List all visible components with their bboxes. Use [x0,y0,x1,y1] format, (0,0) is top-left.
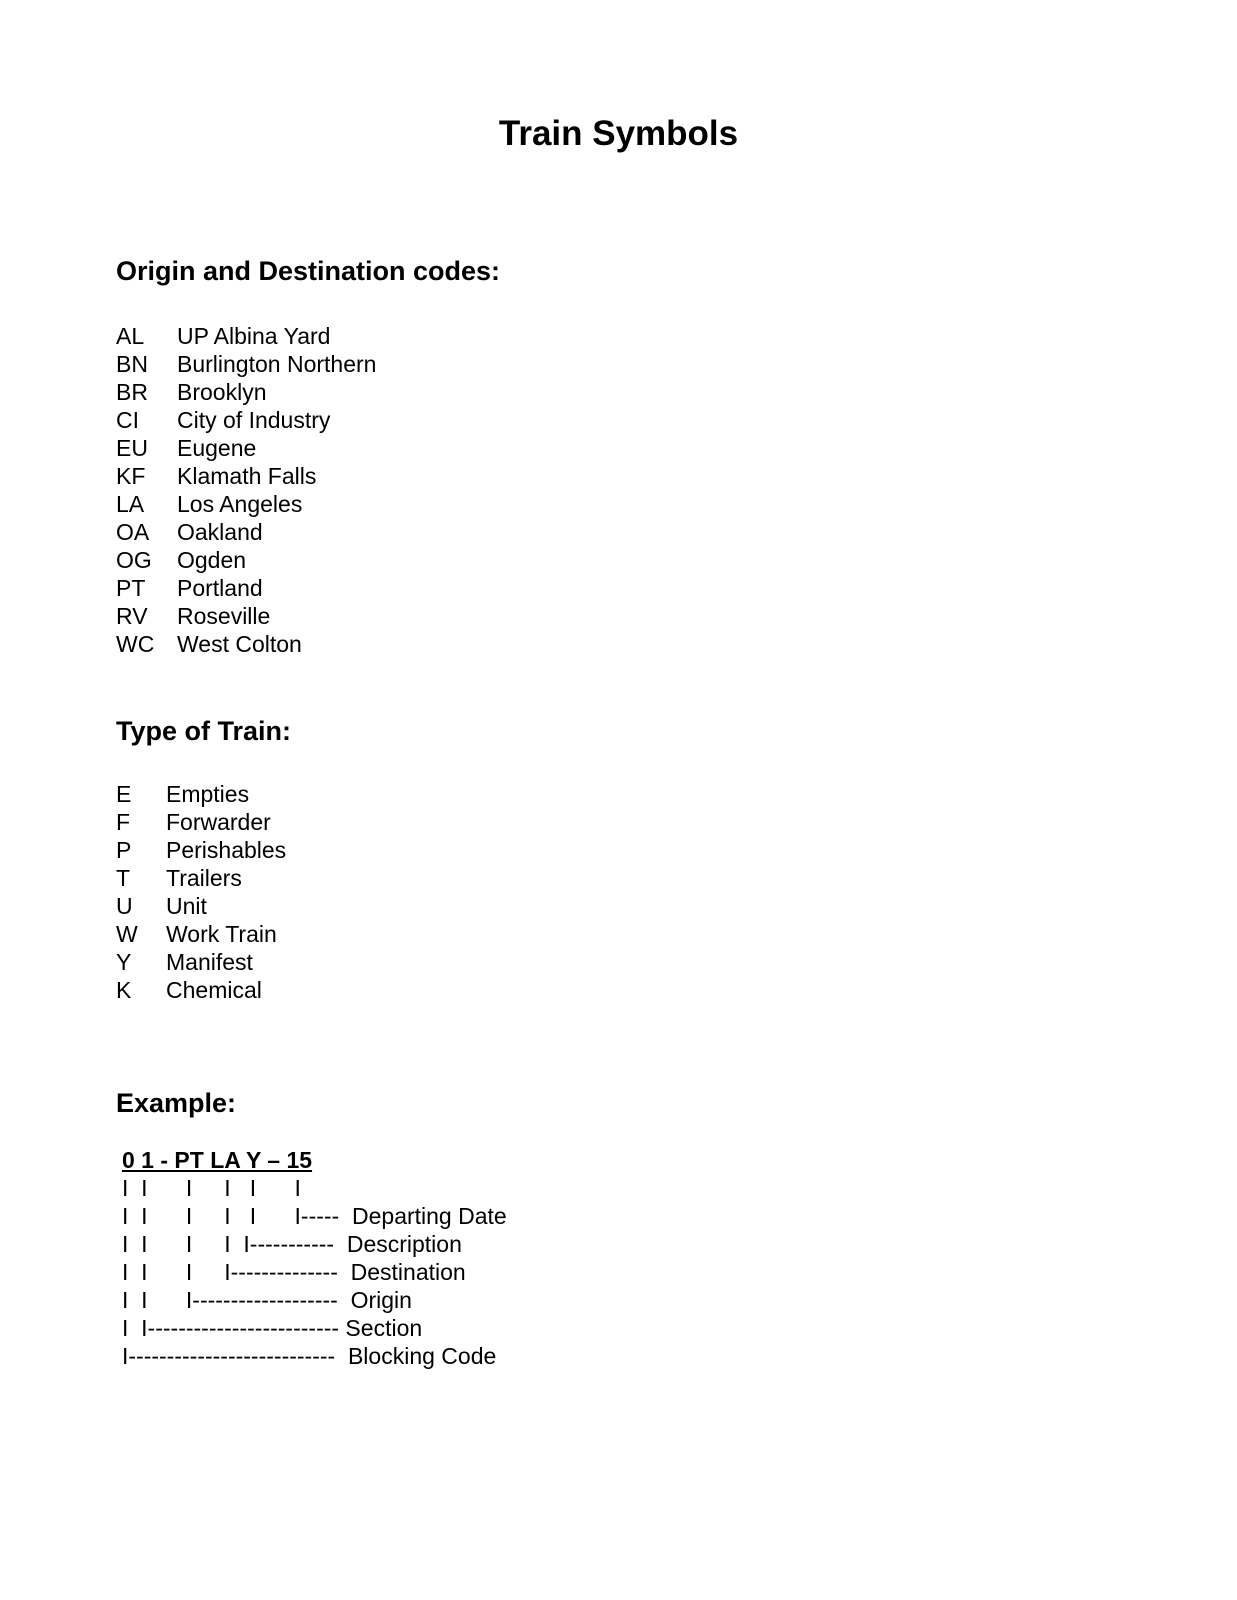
description: Manifest [166,949,253,975]
code: E [116,781,132,807]
example-line: I I I I I I [122,1175,301,1201]
code: W [116,921,138,947]
list-item [116,976,286,1004]
code: U [116,893,133,919]
description: Ogden [177,547,247,573]
code: KF [116,463,146,489]
example-heading: Example: [116,1088,237,1118]
list-item [116,836,286,864]
list-item [116,322,376,350]
list-item [116,630,376,658]
example-line: I I I------------------- Origin [122,1287,412,1313]
example-line: I I I I I I----- Departing Date [122,1203,507,1229]
description: Portland [177,575,263,601]
description: City of Industry [177,407,331,433]
train-type-list [116,780,286,1004]
list-item [116,864,286,892]
description: Brooklyn [177,379,267,405]
code: T [116,865,131,891]
train-type-heading: Type of Train: [116,716,292,746]
list-item [116,602,376,630]
description: Eugene [177,435,257,461]
list-item [116,518,376,546]
description: UP Albina Yard [177,323,331,349]
code: P [116,837,132,863]
list-item [116,378,376,406]
code: RV [116,603,148,629]
list-item [116,462,376,490]
code: K [116,977,132,1003]
description: Empties [166,781,250,807]
code: CI [116,407,139,433]
description: Burlington Northern [177,351,377,377]
page-title: Train Symbols [498,114,739,153]
code: BR [116,379,148,405]
description: Roseville [177,603,271,629]
description: Work Train [166,921,277,947]
origin-destination-heading: Origin and Destination codes: [116,256,501,286]
code: WC [116,631,155,657]
description: Oakland [177,519,263,545]
list-item [116,350,376,378]
list-item [116,490,376,518]
code: AL [116,323,145,349]
example-diagram [122,1146,507,1370]
description: Forwarder [166,809,271,835]
code: F [116,809,131,835]
origin-destination-list [116,322,376,658]
list-item [116,808,286,836]
code: OA [116,519,150,545]
description: Klamath Falls [177,463,317,489]
example-symbol: 0 1 - PT LA Y – 15 [122,1147,313,1173]
code: LA [116,491,145,517]
code: BN [116,351,148,377]
description: Trailers [166,865,242,891]
description: Los Angeles [177,491,303,517]
description: Chemical [166,977,262,1003]
example-line: I I I I-------------- Destination [122,1259,466,1285]
code: PT [116,575,146,601]
description: West Colton [177,631,302,657]
code: Y [116,949,132,975]
example-line: I I------------------------- Section [122,1315,423,1341]
example-line: I I I I I----------- Description [122,1231,462,1257]
code: OG [116,547,152,573]
example-line: I--------------------------- Blocking Code [122,1343,497,1369]
list-item [116,546,376,574]
list-item [116,574,376,602]
description: Perishables [166,837,287,863]
list-item [116,892,286,920]
list-item [116,948,286,976]
list-item [116,780,286,808]
list-item [116,434,376,462]
list-item [116,406,376,434]
description: Unit [166,893,207,919]
list-item [116,920,286,948]
code: EU [116,435,148,461]
